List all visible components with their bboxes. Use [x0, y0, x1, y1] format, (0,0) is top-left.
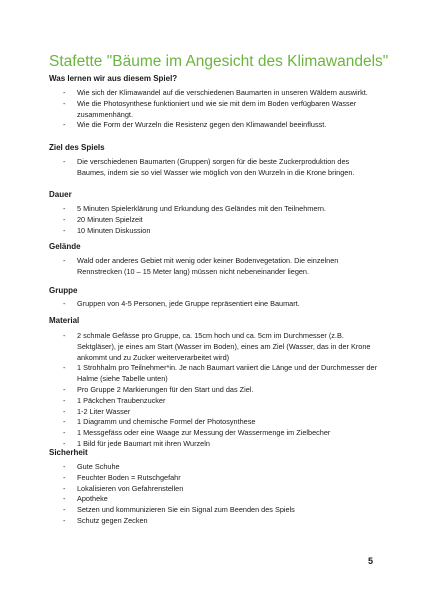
list-item: - 1 Bild für jede Baumart mit ihren Wurzeln [63, 439, 379, 450]
list-item: - 1 Diagramm und chemische Formel der Photosynthese [63, 417, 379, 428]
terrain-list [63, 256, 379, 278]
section-heading-group: Gruppe [49, 286, 78, 295]
document-title: Stafette "Bäume im Angesicht des Klimawandels" [49, 53, 389, 70]
list-item: - 20 Minuten Spielzeit [63, 215, 379, 226]
list-item: - Pro Gruppe 2 Markierungen für den Start und das Ziel. [63, 385, 379, 396]
section-heading-duration: Dauer [49, 190, 72, 199]
list-item: - Gute Schuhe [63, 462, 379, 473]
material-list [63, 331, 379, 450]
section-heading-material: Material [49, 316, 80, 325]
list-item: - Lokalisieren von Gefahrenstellen [63, 484, 379, 495]
safety-list [63, 462, 379, 527]
duration-list [63, 204, 379, 236]
learning-list [63, 88, 379, 131]
list-item: - 1 Strohhalm pro Teilnehmer*in. Je nach Baumart variiert die Länge und der Durchmesser der Halme (siehe Tabelle unten) [63, 363, 379, 385]
list-item: - 2 schmale Gefässe pro Gruppe, ca. 15cm hoch und ca. 5cm im Durchmesser (z.B. Sektgläser), je eines am Start (Wasser im Boden), eines am Ziel (Wasser, das in der Krone ankommt und zu Zucker weiterverarbeitet wird) [63, 331, 379, 363]
list-item: - 1-2 Liter Wasser [63, 407, 379, 418]
list-item: - 1 Päckchen Traubenzucker [63, 396, 379, 407]
section-heading-learning: Was lernen wir aus diesem Spiel? [49, 74, 178, 83]
section-heading-terrain: Gelände [49, 242, 81, 251]
list-item: - 1 Messgefäss oder eine Waage zur Messung der Wassermenge im Zielbecher [63, 428, 379, 439]
page-number: 5 [368, 556, 374, 566]
list-item: - Wald oder anderes Gebiet mit wenig oder keiner Bodenvegetation. Die einzelnen Rennstrecken (10 – 15 Meter lang) müssen nicht nebeneinander liegen. [63, 256, 379, 278]
list-item: - Setzen und kommunizieren Sie ein Signal zum Beenden des Spiels [63, 505, 379, 516]
list-item: - Feuchter Boden = Rutschgefahr [63, 473, 379, 484]
list-item: - Wie die Form der Wurzeln die Resistenz gegen den Klimawandel beeinflusst. [63, 120, 379, 131]
list-item: - Wie sich der Klimawandel auf die verschiedenen Baumarten in unseren Wäldern auswirkt. [63, 88, 379, 99]
group-list [63, 299, 379, 310]
list-item: - 10 Minuten Diskussion [63, 226, 379, 237]
section-heading-goal: Ziel des Spiels [49, 143, 105, 152]
goal-list [63, 157, 379, 179]
list-item: - 5 Minuten Spielerklärung und Erkundung des Geländes mit den Teilnehmern. [63, 204, 379, 215]
list-item: - Die verschiedenen Baumarten (Gruppen) sorgen für die beste Zuckerproduktion des Baumes, indem sie so viel Wasser wie möglich von den Wurzeln in die Krone bringen. [63, 157, 379, 179]
list-item: - Schutz gegen Zecken [63, 516, 379, 527]
section-heading-safety: Sicherheit [49, 448, 88, 457]
list-item: - Gruppen von 4-5 Personen, jede Gruppe repräsentiert eine Baumart. [63, 299, 379, 310]
list-item: - Wie die Photosynthese funktioniert und wie sie mit dem im Boden verfügbaren Wasser zusammenhängt. [63, 99, 379, 121]
list-item: - Apotheke [63, 494, 379, 505]
